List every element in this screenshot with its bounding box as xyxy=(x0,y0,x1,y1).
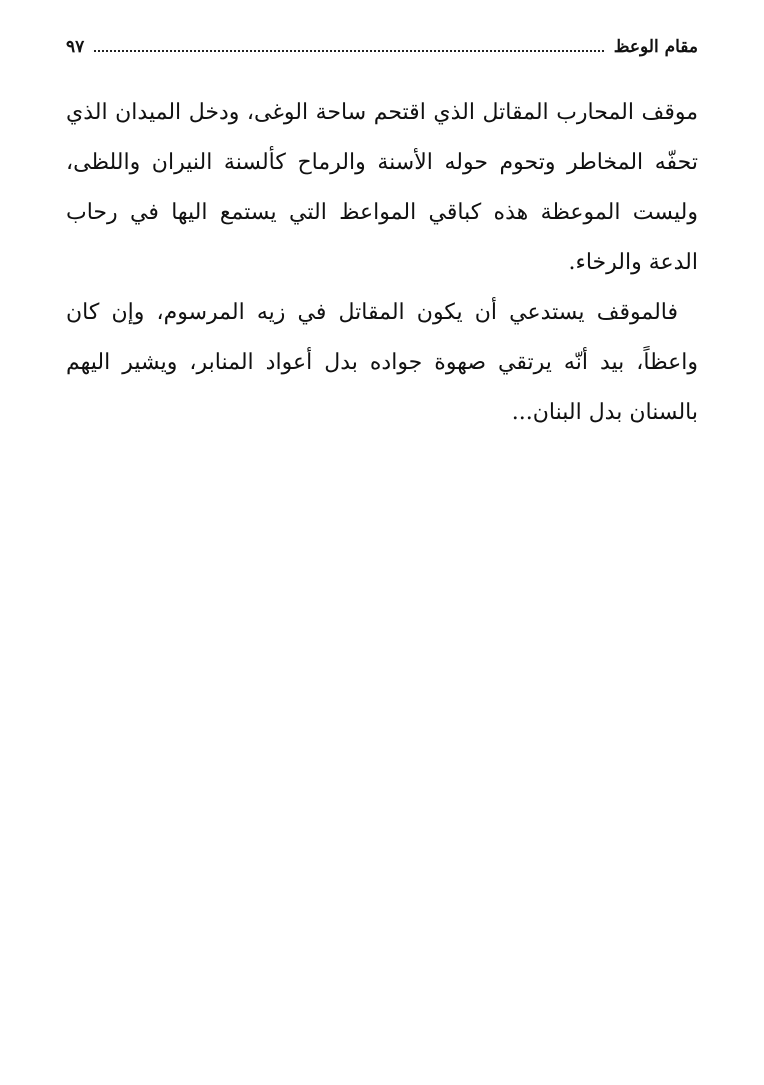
body-text xyxy=(66,88,698,438)
paragraph: فالموقف يستدعي أن يكون المقاتل في زيه المرسوم، وإن كان واعظاً، بيد أنّه يرتقي صهوة جواده بدل أعواد المنابر، ويشير اليهم بالسنان بدل البنان... xyxy=(66,300,698,425)
running-header xyxy=(66,34,698,60)
chapter-title: مقام الوعظ xyxy=(613,37,698,57)
page-number: ٩٧ xyxy=(66,37,85,57)
paragraph: موقف المحارب المقاتل الذي اقتحم ساحة الوغى، ودخل الميدان الذي تحفّه المخاطر وتحوم حوله الأسنة والرماح كألسنة النيران واللظى، وليست الموعظة هذه كباقي المواعظ التي يستمع اليها في رحاب الدعة والرخاء. xyxy=(66,100,698,275)
dotted-leader xyxy=(94,50,603,52)
